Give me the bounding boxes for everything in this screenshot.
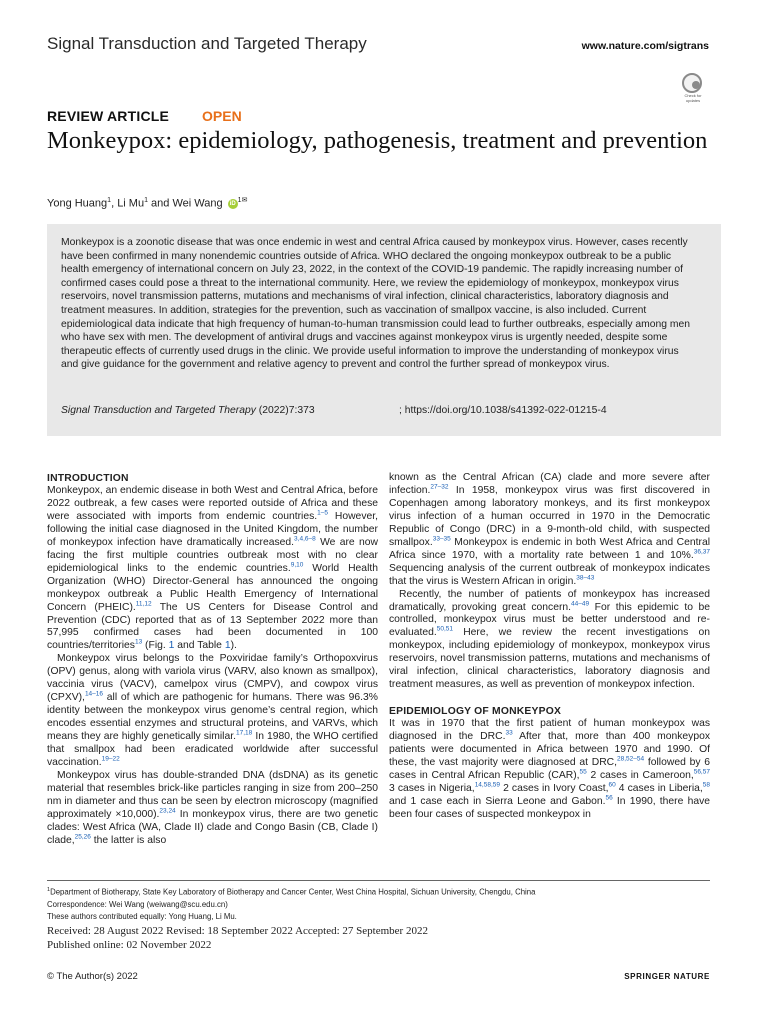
text-run: After that, more than 400 monkeypox patients were documented in Africa between 1970 and 1990. Of these, the vast majority were diagnosed at DRC,	[389, 731, 711, 769]
section-heading: EPIDEMIOLOGY OF MONKEYPOX	[389, 706, 562, 718]
reference-citation[interactable]: 11,12	[135, 600, 152, 608]
text-run: Sequencing analysis of the current outbreak of monkeypox indicates that the virus is Western African in origin.	[389, 562, 710, 587]
body-column-left	[47, 472, 378, 848]
reference-citation[interactable]: 1–5	[317, 509, 328, 517]
doi-link[interactable]: ; https://doi.org/10.1038/s41392-022-01215-4	[399, 405, 607, 416]
reference-citation[interactable]: 38–43	[576, 574, 595, 582]
text-run: Monkeypox virus has double-stranded DNA (dsDNA) as its genetic material that resembles brick-like particles ranging in size from 200–250 nm in diameter and thus can be seen by electron microscopy (magnified approximately ×10,000).	[47, 769, 378, 820]
text-run: the latter is also	[90, 834, 167, 846]
text-run: World Health Organization (WHO) Director-General has announced the ongoing monkeypox outbreak a Public Health Emergency of International Concern (PHEIC).	[47, 562, 378, 613]
reference-citation[interactable]: 14–16	[84, 690, 104, 698]
citation	[61, 405, 315, 416]
text-run: Monkeypox virus belongs to the Poxviridae family’s Orthopoxvirus (OPV) genus, along with variola virus (VARV, also known as smallpox), vaccinia virus (VACV), camelpox virus (CMPV), and cowpox virus (CPXV),	[47, 653, 378, 704]
journal-name: Signal Transduction and Targeted Therapy	[47, 34, 367, 53]
abstract-text: Monkeypox is a zoonotic disease that was once endemic in west and central Africa caused by monkeypox virus. However, cases recently have been confirmed in many nonendemic countries outside of Africa. WHO declared the ongoing monkeypox outbreak to be a public health emergency of international concern on July 23, 2022, in the context of the COVID-19 pandemic. The rapidly increasing number of confirmed cases could pose a threat to the international community. Here, we review the epidemiology of monkeypox, monkeypox virus reservoirs, novel transmission patterns, mutations and mechanisms of viral infection, clinical characteristics, laboratory diagnosis and treatment measures. In addition, strategies for the prevention, such as vaccination of smallpox vaccine, is also included. Current epidemiological data indicate that high frequency of human-to-human transmission could lead to further outbreaks, especially among men who have sex with men. The development of antiviral drugs and vaccines against monkeypox virus is urgently needed, despite some therapeutic effects of currently used drugs in the clinic. We provide useful information to improve the understanding of monkeypox virus and give guidance for the government and relative agency to prevent and control the further spread of monkeypox virus.	[61, 237, 691, 371]
received-revised-accepted: Received: 28 August 2022 Revised: 18 September 2022 Accepted: 27 September 2022	[47, 925, 428, 937]
reference-citation[interactable]: 14,58,59	[474, 781, 500, 789]
figure-table-link[interactable]: 1	[168, 640, 175, 652]
affiliation-sup: 1	[47, 887, 51, 893]
body-paragraph	[389, 589, 710, 693]
reference-citation[interactable]: 36,37	[693, 548, 710, 556]
text-run: 2 cases in Ivory Coast,	[500, 782, 609, 794]
text-run: Here, we review the recent investigations on monkeypox, including epidemiology of monkeypox, monkeypox virus reservoirs, novel transmission patterns, mutations and mechanisms of viral infection, clinical characteristics, laboratory diagnosis and treatment measures, as well as prevention of monkeypox infection.	[389, 627, 710, 691]
author-list	[47, 196, 247, 210]
reference-citation[interactable]: 56,57	[693, 768, 710, 776]
text-run: For this epidemic to be controlled, monkeypox virus must be better understood and re-evaluated.	[389, 601, 711, 639]
reference-citation[interactable]: 33–35	[432, 535, 451, 543]
citation-volume: (2022)7:373	[255, 405, 315, 416]
text-run: In 1958, monkeypox virus was first discovered in Copenhagen among laboratory monkeys, and its first monkeypox virus infection of a human occurred in 1970 in the Democratic Republic of Congo (DRC) in a 9-month-old child, with suspected smallpox.	[389, 484, 710, 548]
body-paragraph	[389, 472, 710, 589]
author-name[interactable]: Li Mu	[117, 197, 145, 210]
body-paragraph	[47, 485, 378, 653]
reference-citation[interactable]: 27–32	[430, 483, 449, 491]
reference-citation[interactable]: 44–49	[571, 600, 590, 608]
text-run: all of which are pathogenic for humans. There was 96.3% identity between the monkeypox virus genome’s central region, which encodes essential enzymes and structural proteins, and VARVs, which means they are highly genetically similar.	[47, 692, 378, 743]
text-run: ).	[230, 640, 237, 652]
text-run: 3 cases in Nigeria,	[389, 782, 475, 794]
reference-citation[interactable]: 28,52–54	[617, 755, 645, 763]
reference-citation[interactable]: 25,26	[74, 833, 91, 841]
affiliation-text: Department of Biotherapy, State Key Laboratory of Biotherapy and Cancer Center, West China Hospital, Sichuan University, Chengdu, China	[50, 887, 536, 897]
published-online: Published online: 02 November 2022	[47, 939, 212, 951]
affiliation-note	[47, 884, 717, 899]
text-run: Recently, the number of patients of monkeypox has increased dramatically, provoking great concern.	[389, 588, 710, 613]
check-updates-label: Check for updates	[684, 93, 702, 103]
reference-citation[interactable]: 19–22	[101, 755, 120, 763]
text-run: 4 cases in Liberia,	[615, 782, 703, 794]
text-run: and Table	[174, 640, 225, 652]
body-paragraph	[47, 770, 378, 848]
copyright-notice: © The Author(s) 2022	[47, 971, 138, 982]
reference-citation[interactable]: 33	[505, 729, 513, 737]
body-paragraph	[389, 718, 710, 822]
text-run: It was in 1970 that the first patient of human monkeypox was diagnosed in the DRC.	[389, 718, 710, 743]
author-separator: and	[148, 197, 173, 210]
citation-journal: Signal Transduction and Targeted Therapy	[61, 405, 256, 416]
reference-citation[interactable]: 13	[134, 639, 143, 646]
section-heading: INTRODUCTION	[47, 473, 129, 484]
reference-citation[interactable]: 9,10	[290, 561, 304, 569]
footnotes	[47, 884, 717, 923]
author-name[interactable]: Wei Wang	[172, 197, 223, 210]
text-run: and 1 case each in Sierra Leone and Gabon.	[389, 795, 606, 807]
check-updates-icon	[682, 73, 702, 93]
reference-citation[interactable]: 56	[605, 794, 613, 802]
reference-citation[interactable]: 3,4,6–8	[294, 535, 316, 543]
reference-citation[interactable]: 58	[702, 781, 711, 789]
footnote-divider	[47, 880, 710, 881]
text-run: Monkeypox, an endemic disease in both West and Central Africa, before 2022 outbreak, a few cases were reported outside of Africa and these were associated with imports from endemic countries.	[47, 485, 378, 522]
check-for-updates-badge[interactable]	[680, 73, 706, 103]
article-title: Monkeypox: epidemiology, pathogenesis, treatment and prevention	[47, 127, 708, 154]
text-run: known as the Central African (CA) clade and more severe after infection.	[389, 472, 710, 496]
reference-citation[interactable]: 50,51	[436, 626, 454, 633]
publisher-logo: SPRINGER NATURE	[624, 972, 710, 981]
text-run: followed by 6 cases in Central African Republic (CAR),	[389, 757, 711, 782]
author-affiliation-sup: 1✉	[237, 197, 248, 204]
text-run: We are now facing the first multiple countries outbreak most with no clear epidemiological links to the endemic countries.	[47, 536, 378, 574]
correspondence-note: Correspondence: Wei Wang (weiwang@scu.edu.cn)	[47, 899, 228, 909]
text-run: 2 cases in Cameroon,	[586, 770, 694, 782]
open-access-label: OPEN	[202, 108, 242, 124]
publication-dates	[47, 924, 717, 952]
author-name[interactable]: Yong Huang	[47, 197, 108, 210]
reference-citation[interactable]: 17,18	[235, 729, 253, 737]
reference-citation[interactable]: 60	[608, 781, 616, 789]
author-affiliation-sup: 1	[144, 197, 148, 204]
author-affiliation-sup: 1	[107, 197, 112, 204]
reference-citation[interactable]: 55	[579, 768, 587, 776]
body-column-right	[389, 472, 710, 822]
text-run: In 1980, the WHO certified that smallpox had been eradicated worldwide after successful vaccination.	[47, 731, 378, 769]
author-separator: ,	[111, 197, 118, 210]
text-run: In monkeypox virus, there are two genetic clades: West Africa (WA, Clade II) clade and Congo Basin (CB, Clade I) clade,	[47, 808, 378, 846]
reference-citation[interactable]: 23,24	[159, 807, 176, 815]
equal-contribution-note: These authors contributed equally: Yong Huang, Li Mu.	[47, 912, 237, 922]
text-run: (Fig.	[142, 640, 169, 652]
article-type-label: REVIEW ARTICLE	[47, 108, 170, 124]
body-paragraph	[47, 653, 378, 770]
orcid-icon[interactable]: iD	[229, 200, 236, 207]
text-run: In 1990, there have been four cases of suspected monkeypox in	[389, 795, 711, 820]
journal-url-link[interactable]: www.nature.com/sigtrans	[581, 40, 709, 52]
text-run: Monkeypox is endemic in both West Africa and Central Africa since 1970, with a mortality rate between 1 and 10%.	[389, 536, 710, 561]
text-run: However, following the initial case diagnosed in the United Kingdom, the number of monkeypox infection have dramatically increased.	[47, 510, 378, 548]
figure-table-link[interactable]: 1	[224, 640, 231, 652]
text-run: The US Centers for Disease Control and Prevention (CDC) reported that as of 13 September 2022 more than 57,995 confirmed cases had been documented in 100 countries/territories	[47, 601, 378, 652]
